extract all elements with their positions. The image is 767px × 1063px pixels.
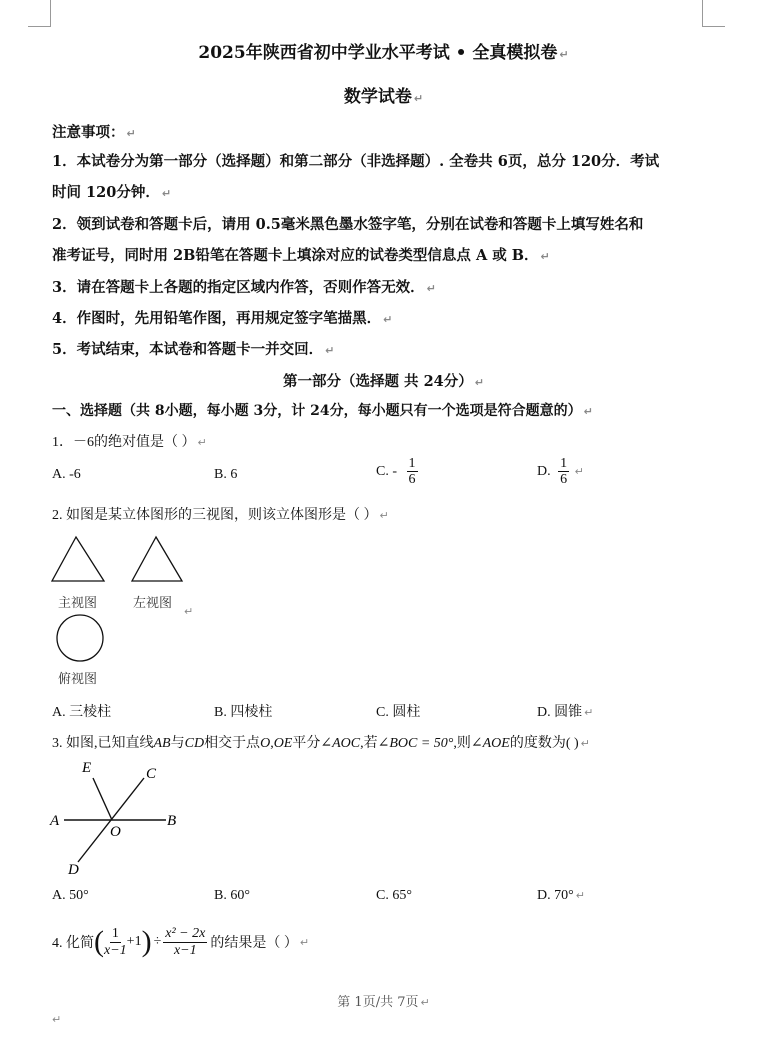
notice-item: 4．作图时，先用铅笔作图，再用规定签字笔描黑． ↵	[52, 310, 393, 327]
part-heading: 第一部分（选择题 共 24分） ↵	[283, 373, 484, 390]
q3-option-a: A. 50°	[52, 888, 89, 903]
q3-option-c: C. 65°	[376, 888, 412, 903]
return-mark: ↵	[184, 605, 194, 618]
left-paren: (	[94, 925, 104, 958]
label-a: A	[50, 813, 60, 829]
top-view-circle	[57, 615, 103, 661]
question-2-stem: 2. 如图是某立体图形的三视图，则该立体图形是（ ） ↵	[52, 508, 389, 523]
notice-item: 时间 120分钟． ↵	[52, 184, 172, 201]
q2-option-d: D. 圆锥 ↵	[537, 705, 594, 720]
notice-heading: 注意事项： ↵	[52, 124, 136, 141]
label-b: B	[167, 813, 177, 829]
fraction: $\frac{1}{6}$	[560, 456, 568, 488]
label-d: D	[68, 862, 79, 878]
q1-option-d: D. $\frac{1}{6}$ ↵	[537, 456, 584, 488]
intersecting-lines-figure	[46, 756, 196, 880]
question-4-stem: 4. 化简 ( $\frac{1}{x-1}$ +1 ) ÷ $\frac{\text{x² − 2x}}{x-1}$ 的结果是（ ） ↵	[52, 925, 310, 958]
q1-option-b: B. 6	[214, 467, 238, 482]
fraction: $\frac{\text{x² − 2x}}{x-1}$	[165, 926, 206, 958]
front-view-label: 主视图	[58, 595, 98, 610]
front-view-triangle	[52, 537, 104, 581]
ray-oe	[93, 778, 112, 820]
notice-item: 1．本试卷分为第一部分（选择题）和第二部分（非选择题）. 全卷共 6页，总分 120分．考试	[52, 153, 660, 170]
q1-option-c: C. - $\frac{1}{6}$	[376, 456, 416, 488]
question-1-stem: 1．－6的绝对值是（ ） ↵	[52, 435, 207, 450]
left-view-label: 左视图	[133, 595, 173, 610]
crop-mark-top-left	[28, 0, 51, 27]
q2-option-a: A. 三棱柱	[52, 705, 112, 720]
exam-title: 2025年陕西省初中学业水平考试 • 全真模拟卷 ↵	[198, 43, 569, 63]
page-number: 第 1页/共 7页 ↵	[337, 995, 430, 1010]
fraction: $\frac{1}{6}$	[408, 456, 416, 488]
fraction: $\frac{1}{x-1}$	[104, 926, 127, 958]
crop-mark-top-right	[702, 0, 725, 27]
return-mark: ↵	[52, 1013, 62, 1026]
right-paren: )	[141, 925, 152, 958]
question-3-stem: 3. 如图,已知直线AB与CD相交于点O,OE平分∠AOC,若∠BOC = 50°,则∠AOE的度数为( ) ↵	[52, 736, 590, 751]
notice-item: 5．考试结束，本试卷和答题卡一并交回． ↵	[52, 341, 335, 358]
top-view-label: 俯视图	[58, 671, 98, 686]
label-e: E	[82, 760, 92, 776]
q3-option-b: B. 60°	[214, 888, 250, 903]
q2-option-c: C. 圆柱	[376, 705, 421, 720]
exam-subtitle: 数学试卷 ↵	[343, 87, 424, 107]
section-heading: 一、选择题（共 8小题，每小题 3分，计 24分，每小题只有一个选项是符合题意的） ↵	[52, 403, 593, 419]
q3-option-d: D. 70° ↵	[537, 888, 585, 903]
notice-item: 准考证号，同时用 2B铅笔在答题卡上填涂对应的试卷类型信息点 A 或 B． ↵	[52, 247, 550, 264]
label-o: O	[110, 824, 121, 840]
q1-option-a: A. -6	[52, 467, 81, 482]
left-view-triangle	[132, 537, 182, 581]
notice-item: 3．请在答题卡上各题的指定区域内作答，否则作答无效． ↵	[52, 279, 436, 296]
q2-option-b: B. 四棱柱	[214, 705, 273, 720]
notice-item: 2．领到试卷和答题卡后，请用 0.5毫米黑色墨水签字笔，分别在试卷和答题卡上填写姓名和	[52, 216, 644, 233]
label-c: C	[146, 766, 157, 782]
